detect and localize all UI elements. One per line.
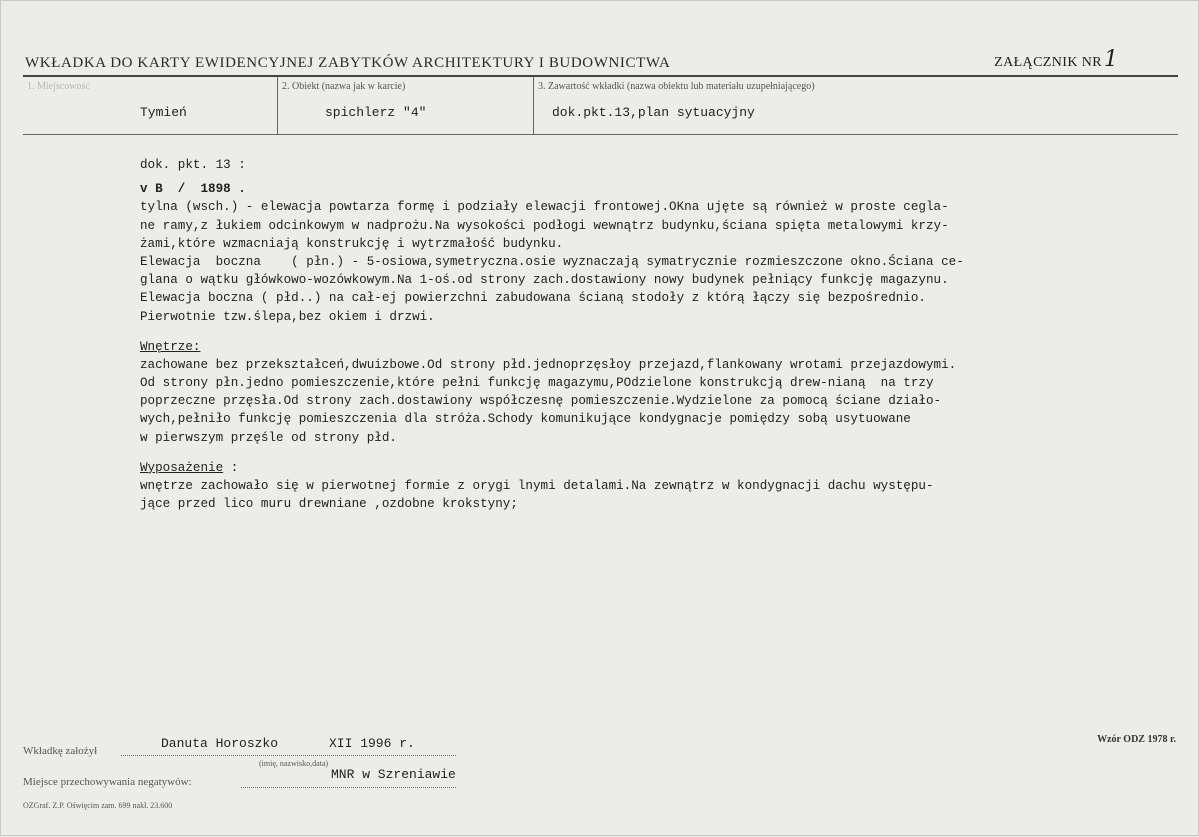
storage-dotline <box>241 787 456 788</box>
text-line: Elewacja boczna ( płd..) na cał-ej powierzchni zabudowana ścianą stodoły z którą łączy się bezpośrednio. <box>140 291 926 306</box>
storage-value: MNR w Szreniawie <box>331 767 456 782</box>
section-reference: dok. pkt. 13 : <box>140 158 246 172</box>
created-by-label: Wkładkę założył <box>23 745 98 757</box>
field-label: 3. Zawartość wkładki (nazwa obiektu lub materiału uzupełniającego) <box>538 81 815 92</box>
field-value: spichlerz "4" <box>325 105 427 120</box>
field-label: 1. Miejscowość <box>27 81 90 92</box>
field-locality <box>23 77 278 134</box>
text-line: Pierwotnie tzw.ślepa,bez okiem i drzwi. <box>140 309 435 324</box>
field-object <box>278 77 534 134</box>
text-line: Od strony płn.jedno pomieszczenie,które pełni funkcję magazymu,POdzielone konstrukcją drew-nianą na trzy <box>140 376 934 391</box>
field-label: 2. Obiekt (nazwa jak w karcie) <box>282 81 406 92</box>
field-value: dok.pkt.13,plan sytuacyjny <box>552 105 755 120</box>
field-value: Tymień <box>140 105 187 120</box>
print-note: OZGraf. Z.P. Oświęcim zam. 699 nakł. 23.600 <box>23 801 173 810</box>
storage-label: Miejsce przechowywania negatywów: <box>23 776 192 788</box>
text-line: wych,pełniło funkcję pomieszczenia dla stróża.Schody komunikujące kondygnacje pomiędzy sobą usytuowane <box>140 412 911 427</box>
text-line: wnętrze zachowało się w pierwotnej formie z orygi lnymi detalami.Na zewnątrz w kondygnacji dachu występu- <box>140 479 934 493</box>
description-text <box>140 156 1100 513</box>
form-template-note: Wzór ODZ 1978 r. <box>1097 734 1176 745</box>
interior-heading: Wnętrze: <box>140 339 201 354</box>
fields-rule <box>23 134 1178 135</box>
text-line: żami,które wzmacniają konstrukcję i wytrzmałość budynku. <box>140 236 564 251</box>
field-contents <box>534 77 1178 134</box>
text-line: tylna (wsch.) - elewacja powtarza formę i podziały elewacji frontowej.OKna ujęte są również w proste cegla- <box>140 200 949 215</box>
annex-label: ZAŁĄCZNIK NR <box>994 55 1102 70</box>
annex-number: 1 <box>1104 47 1118 72</box>
text-line: Elewacja boczna ( płn.) - 5-osiowa,symetryczna.osie wyznaczają symatrycznie rozmieszczone okno.Ściana ce- <box>140 254 964 269</box>
vb-line: v B / 1898 . <box>140 182 246 197</box>
text-line: w pierwszym przęśle od strony płd. <box>140 430 397 445</box>
text-line: poprzeczne przęsła.Od strony zach.dostawiony współczesnę pomieszczenie.Wydzielone za pomocą ściane działo- <box>140 394 942 409</box>
text-line: ne ramy,z łukiem odcinkowym w nadprożu.Na wysokości podłogi wewnątrz budynku,ściana spięta metalowymi krzy- <box>140 218 949 233</box>
text-line: jące przed lico muru drewniane ,ozdobne krokstyny; <box>140 497 518 512</box>
author-caption: (imię, nazwisko,data) <box>259 759 329 768</box>
form-title: WKŁADKA DO KARTY EWIDENCYJNEJ ZABYTKÓW ARCHITEKTURY I BUDOWNICTWA <box>25 55 671 71</box>
author-name: Danuta Horoszko <box>161 736 279 751</box>
created-by-dotline <box>121 755 456 756</box>
equipment-heading-line <box>140 459 1100 477</box>
created-date: XII 1996 r. <box>329 736 415 751</box>
header-row <box>23 47 1178 75</box>
equipment-heading: Wyposażenie <box>140 460 224 475</box>
text-line: zachowane bez przekształceń,dwuizbowe.Od strony płd.jednoprzęsłoy przejazd,flankowany wrotami przejazdowymi. <box>140 357 957 372</box>
text-line: glana o wątku główkowo-wozówkowym.Na 1-oś.od strony zach.dostawiony nowy budynek pełniący funkcję magazynu. <box>140 273 949 288</box>
field-row <box>23 77 1178 134</box>
equipment-colon: : <box>223 460 239 475</box>
